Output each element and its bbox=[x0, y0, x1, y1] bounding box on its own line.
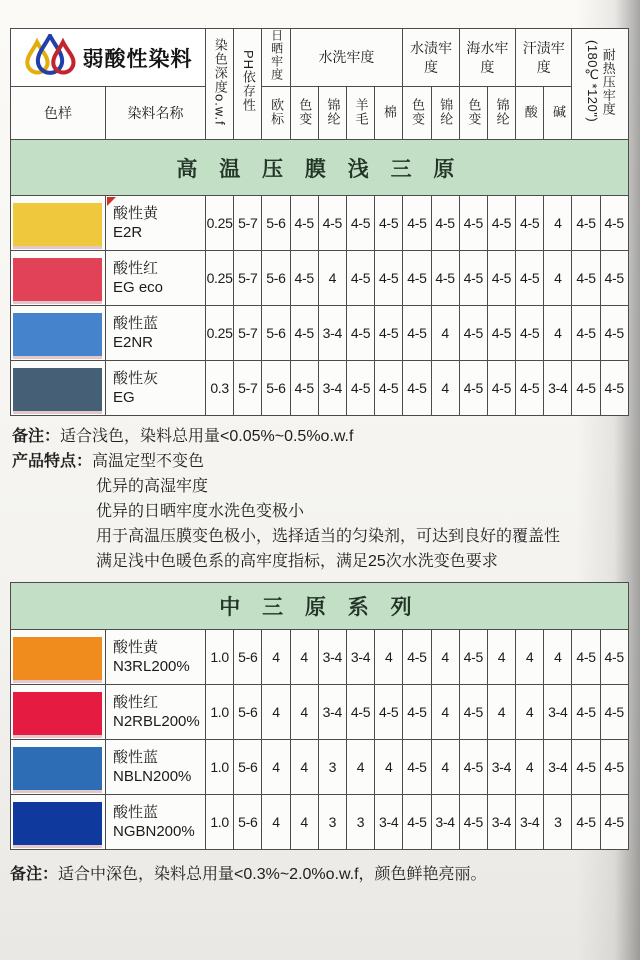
features-label: 产品特点： bbox=[12, 453, 93, 470]
color-swatch bbox=[13, 692, 102, 735]
dye-name-cell bbox=[106, 740, 206, 795]
dye-code: EG eco bbox=[113, 279, 164, 296]
rating-cell: 4-5 bbox=[318, 196, 346, 251]
rating-cell: 3-4 bbox=[487, 795, 515, 850]
rating-cell: 4 bbox=[375, 630, 403, 685]
rating-cell: 4 bbox=[290, 685, 318, 740]
rating-cell: 3-4 bbox=[431, 795, 459, 850]
rating-cell: 4 bbox=[375, 740, 403, 795]
feature-text: 优异的日晒牢度水洗色变极小 bbox=[96, 503, 305, 520]
rating-cell: 4-5 bbox=[375, 196, 403, 251]
dye-table-light-trichromatic bbox=[10, 28, 629, 416]
rating-cell: 4-5 bbox=[375, 361, 403, 416]
rating-cell: 4 bbox=[431, 630, 459, 685]
rating-cell: 4 bbox=[544, 196, 572, 251]
rating-cell: 3-4 bbox=[544, 685, 572, 740]
rating-cell: 4-5 bbox=[403, 685, 431, 740]
color-swatch-cell bbox=[11, 685, 106, 740]
col-header-sample: 色样 bbox=[11, 87, 106, 140]
rating-cell: 4 bbox=[516, 740, 544, 795]
rating-cell: 4-5 bbox=[403, 251, 431, 306]
color-swatch-cell bbox=[11, 306, 106, 361]
rating-cell: 4-5 bbox=[459, 685, 487, 740]
rating-cell: 4-5 bbox=[600, 306, 628, 361]
section-banner-row bbox=[11, 140, 629, 196]
rating-cell: 4 bbox=[544, 306, 572, 361]
rating-cell: 4 bbox=[346, 740, 374, 795]
rating-cell: 4-5 bbox=[600, 740, 628, 795]
color-swatch bbox=[13, 802, 102, 845]
note-line bbox=[12, 424, 626, 449]
col-header-sweat-alkali: 碱 bbox=[544, 87, 572, 140]
rating-cell: 3 bbox=[544, 795, 572, 850]
rating-cell: 4-5 bbox=[487, 306, 515, 361]
dye-code: N3RL200% bbox=[113, 658, 190, 675]
col-header-depth: 染色深度o.w.f bbox=[206, 29, 234, 140]
table-row bbox=[11, 740, 629, 795]
section-banner: 高 温 压 膜 浅 三 原 bbox=[11, 140, 629, 196]
feature-text: 用于高温压膜变色极小，选择适当的匀染剂，可达到良好的覆盖性 bbox=[96, 528, 561, 545]
rating-cell: 5-6 bbox=[262, 251, 290, 306]
rating-cell: 4 bbox=[431, 361, 459, 416]
rating-cell: 4-5 bbox=[572, 740, 600, 795]
color-swatch-cell bbox=[11, 361, 106, 416]
feature-text: 优异的高湿牢度 bbox=[96, 478, 209, 495]
dye-code: E2R bbox=[113, 224, 143, 241]
rating-cell: 4-5 bbox=[346, 196, 374, 251]
dye-name-cell bbox=[106, 685, 206, 740]
table-row bbox=[11, 795, 629, 850]
rating-cell: 4 bbox=[290, 795, 318, 850]
rating-cell: 4-5 bbox=[600, 361, 628, 416]
table-row bbox=[11, 251, 629, 306]
rating-cell: 1.0 bbox=[206, 630, 234, 685]
rating-cell: 4-5 bbox=[600, 685, 628, 740]
rating-cell: 4-5 bbox=[600, 795, 628, 850]
col-header-wash-colorchange: 色变 bbox=[290, 87, 318, 140]
rating-cell: 4-5 bbox=[290, 361, 318, 416]
rating-cell: 1.0 bbox=[206, 685, 234, 740]
color-swatch-cell bbox=[11, 630, 106, 685]
rating-cell: 4-5 bbox=[290, 306, 318, 361]
rating-cell: 5-7 bbox=[234, 196, 262, 251]
dye-name-cell bbox=[106, 196, 206, 251]
rating-cell: 4 bbox=[318, 251, 346, 306]
rating-cell: 4 bbox=[262, 685, 290, 740]
rating-cell: 3 bbox=[318, 740, 346, 795]
rating-cell: 3-4 bbox=[318, 306, 346, 361]
rating-cell: 4 bbox=[544, 630, 572, 685]
rating-cell: 3-4 bbox=[318, 361, 346, 416]
rating-cell: 4-5 bbox=[290, 196, 318, 251]
feature-text: 高温定型不变色 bbox=[92, 453, 205, 470]
rating-cell: 5-7 bbox=[234, 306, 262, 361]
rating-cell: 4-5 bbox=[431, 196, 459, 251]
rating-cell: 4 bbox=[290, 740, 318, 795]
dye-name-cn: 酸性蓝 bbox=[113, 315, 159, 332]
rating-cell: 5-6 bbox=[234, 630, 262, 685]
rating-cell: 4-5 bbox=[375, 251, 403, 306]
color-swatch bbox=[13, 368, 102, 411]
rating-cell: 3-4 bbox=[487, 740, 515, 795]
rating-cell: 3 bbox=[346, 795, 374, 850]
rating-cell: 5-6 bbox=[262, 306, 290, 361]
rating-cell: 4 bbox=[262, 740, 290, 795]
color-swatch bbox=[13, 747, 102, 790]
rating-cell: 1.0 bbox=[206, 740, 234, 795]
rating-cell: 3-4 bbox=[375, 795, 403, 850]
rating-cell: 4 bbox=[290, 630, 318, 685]
heat-label: 耐热压牢度 bbox=[600, 47, 616, 116]
rating-cell: 4-5 bbox=[346, 306, 374, 361]
features-line bbox=[12, 449, 626, 474]
rating-cell: 4-5 bbox=[516, 306, 544, 361]
rating-cell: 4-5 bbox=[516, 251, 544, 306]
red-marker-icon bbox=[107, 197, 116, 206]
col-header-heat bbox=[572, 29, 628, 140]
dye-name-cn: 酸性灰 bbox=[113, 370, 159, 387]
rating-cell: 3-4 bbox=[318, 630, 346, 685]
col-header-name: 染料名称 bbox=[106, 87, 206, 140]
rating-cell: 4 bbox=[487, 685, 515, 740]
rating-cell: 4-5 bbox=[459, 630, 487, 685]
color-swatch-cell bbox=[11, 196, 106, 251]
dye-code: EG bbox=[113, 389, 135, 406]
header-row-subcolumns bbox=[11, 87, 629, 140]
rating-cell: 3-4 bbox=[516, 795, 544, 850]
rating-cell: 4-5 bbox=[572, 196, 600, 251]
dye-name-cell bbox=[106, 630, 206, 685]
rating-cell: 4-5 bbox=[487, 251, 515, 306]
dye-code: N2RBL200% bbox=[113, 713, 200, 730]
dye-name-cell bbox=[106, 251, 206, 306]
rating-cell: 4-5 bbox=[572, 306, 600, 361]
color-swatch bbox=[13, 203, 102, 246]
rating-cell: 5-6 bbox=[234, 685, 262, 740]
notes-section bbox=[12, 424, 626, 574]
rating-cell: 4-5 bbox=[403, 795, 431, 850]
rating-cell: 5-6 bbox=[234, 740, 262, 795]
dye-name-cn: 酸性蓝 bbox=[113, 804, 159, 821]
rating-cell: 4-5 bbox=[459, 361, 487, 416]
rating-cell: 4-5 bbox=[572, 685, 600, 740]
section-banner-row bbox=[11, 583, 629, 630]
rating-cell: 4-5 bbox=[459, 740, 487, 795]
rating-cell: 4-5 bbox=[572, 361, 600, 416]
rating-cell: 4-5 bbox=[600, 251, 628, 306]
rating-cell: 3-4 bbox=[318, 685, 346, 740]
rating-cell: 4-5 bbox=[346, 251, 374, 306]
dye-code: E2NR bbox=[113, 334, 154, 351]
rating-cell: 5-6 bbox=[234, 795, 262, 850]
rating-cell: 4-5 bbox=[431, 251, 459, 306]
dye-name-cn: 酸性黄 bbox=[113, 205, 159, 222]
color-swatch bbox=[13, 637, 102, 680]
dye-table-medium-trichromatic bbox=[10, 582, 629, 850]
col-header-stain-nylon: 锦纶 bbox=[431, 87, 459, 140]
dye-code: NBLN200% bbox=[113, 768, 192, 785]
col-header-wash-wool: 羊毛 bbox=[346, 87, 374, 140]
rating-cell: 5-7 bbox=[234, 361, 262, 416]
rating-cell: 4-5 bbox=[403, 630, 431, 685]
rating-cell: 5-6 bbox=[262, 361, 290, 416]
heat-condition: (180℃*120") bbox=[585, 40, 601, 123]
section-banner: 中 三 原 系 列 bbox=[11, 583, 629, 630]
table-row bbox=[11, 196, 629, 251]
color-swatch bbox=[13, 313, 102, 356]
rating-cell: 5-6 bbox=[262, 196, 290, 251]
feature-text: 满足浅中色暖色系的高牢度指标，满足25次水洗变色要求 bbox=[96, 553, 498, 570]
col-header-sea-colorchange: 色变 bbox=[459, 87, 487, 140]
rating-cell: 0.25 bbox=[206, 196, 234, 251]
rating-cell: 4 bbox=[262, 630, 290, 685]
rating-cell: 4-5 bbox=[459, 795, 487, 850]
color-swatch bbox=[13, 258, 102, 301]
rating-cell: 3-4 bbox=[346, 630, 374, 685]
rating-cell: 4 bbox=[516, 630, 544, 685]
rating-cell: 4 bbox=[487, 630, 515, 685]
rating-cell: 4-5 bbox=[572, 795, 600, 850]
rating-cell: 3-4 bbox=[544, 361, 572, 416]
rating-cell: 4-5 bbox=[346, 685, 374, 740]
rating-cell: 4 bbox=[544, 251, 572, 306]
table-row bbox=[11, 306, 629, 361]
col-header-sweat-group: 汗渍牢度 bbox=[516, 29, 572, 87]
note-label: 备注： bbox=[12, 428, 61, 445]
rating-cell: 4-5 bbox=[600, 630, 628, 685]
col-header-stain-group: 水渍牢度 bbox=[403, 29, 459, 87]
rating-cell: 4 bbox=[431, 306, 459, 361]
brand-logo-icon bbox=[24, 34, 76, 81]
dye-name-cn: 酸性红 bbox=[113, 260, 159, 277]
rating-cell: 4 bbox=[516, 685, 544, 740]
col-header-wash-cotton: 棉 bbox=[375, 87, 403, 140]
rating-cell: 4-5 bbox=[459, 196, 487, 251]
col-header-sea-nylon: 锦纶 bbox=[487, 87, 515, 140]
rating-cell: 4-5 bbox=[572, 251, 600, 306]
col-header-wash-nylon: 锦纶 bbox=[318, 87, 346, 140]
rating-cell: 4-5 bbox=[403, 306, 431, 361]
rating-cell: 5-7 bbox=[234, 251, 262, 306]
dye-name-cn: 酸性红 bbox=[113, 694, 159, 711]
color-swatch-cell bbox=[11, 795, 106, 850]
rating-cell: 4-5 bbox=[375, 306, 403, 361]
dye-name-cn: 酸性蓝 bbox=[113, 749, 159, 766]
dye-name-cell bbox=[106, 361, 206, 416]
rating-cell: 4-5 bbox=[459, 306, 487, 361]
table-row bbox=[11, 361, 629, 416]
rating-cell: 4-5 bbox=[290, 251, 318, 306]
col-header-wash-group: 水洗牢度 bbox=[290, 29, 403, 87]
rating-cell: 4-5 bbox=[516, 361, 544, 416]
rating-cell: 4-5 bbox=[572, 630, 600, 685]
color-swatch-cell bbox=[11, 251, 106, 306]
col-header-sweat-acid: 酸 bbox=[516, 87, 544, 140]
color-swatch-cell bbox=[11, 740, 106, 795]
header-row-groups bbox=[11, 29, 629, 87]
rating-cell: 3 bbox=[318, 795, 346, 850]
rating-cell: 4-5 bbox=[516, 196, 544, 251]
note-text: 适合浅色，染料总用量<0.05%~0.5%o.w.f bbox=[60, 428, 354, 445]
rating-cell: 4-5 bbox=[346, 361, 374, 416]
col-header-sun-group: 日晒牢度 bbox=[262, 29, 290, 87]
rating-cell: 3-4 bbox=[544, 740, 572, 795]
col-header-sea-group: 海水牢度 bbox=[459, 29, 515, 87]
col-header-stain-colorchange: 色变 bbox=[403, 87, 431, 140]
dye-name-cn: 酸性黄 bbox=[113, 639, 159, 656]
dye-name-cell bbox=[106, 306, 206, 361]
brand-name: 弱酸性染料 bbox=[82, 47, 193, 71]
table-row bbox=[11, 630, 629, 685]
logo-cell bbox=[11, 29, 206, 87]
rating-cell: 4-5 bbox=[403, 196, 431, 251]
rating-cell: 4-5 bbox=[487, 361, 515, 416]
rating-cell: 4-5 bbox=[459, 251, 487, 306]
dye-name-cell bbox=[106, 795, 206, 850]
table-row bbox=[11, 685, 629, 740]
catalog-page bbox=[10, 28, 628, 884]
bottom-note bbox=[10, 861, 628, 884]
col-header-ph: PH依存性 bbox=[234, 29, 262, 140]
rating-cell: 4-5 bbox=[403, 740, 431, 795]
note-label: 备注： bbox=[10, 866, 59, 883]
note-text: 适合中深色，染料总用量<0.3%~2.0%o.w.f，颜色鲜艳亮丽。 bbox=[58, 866, 487, 883]
rating-cell: 4-5 bbox=[487, 196, 515, 251]
rating-cell: 0.25 bbox=[206, 251, 234, 306]
rating-cell: 0.3 bbox=[206, 361, 234, 416]
dye-code: NGBN200% bbox=[113, 823, 195, 840]
rating-cell: 4-5 bbox=[375, 685, 403, 740]
rating-cell: 4 bbox=[262, 795, 290, 850]
rating-cell: 4-5 bbox=[600, 196, 628, 251]
rating-cell: 1.0 bbox=[206, 795, 234, 850]
rating-cell: 4 bbox=[431, 685, 459, 740]
rating-cell: 0.25 bbox=[206, 306, 234, 361]
rating-cell: 4-5 bbox=[403, 361, 431, 416]
rating-cell: 4 bbox=[431, 740, 459, 795]
col-header-eu-standard: 欧标 bbox=[262, 87, 290, 140]
